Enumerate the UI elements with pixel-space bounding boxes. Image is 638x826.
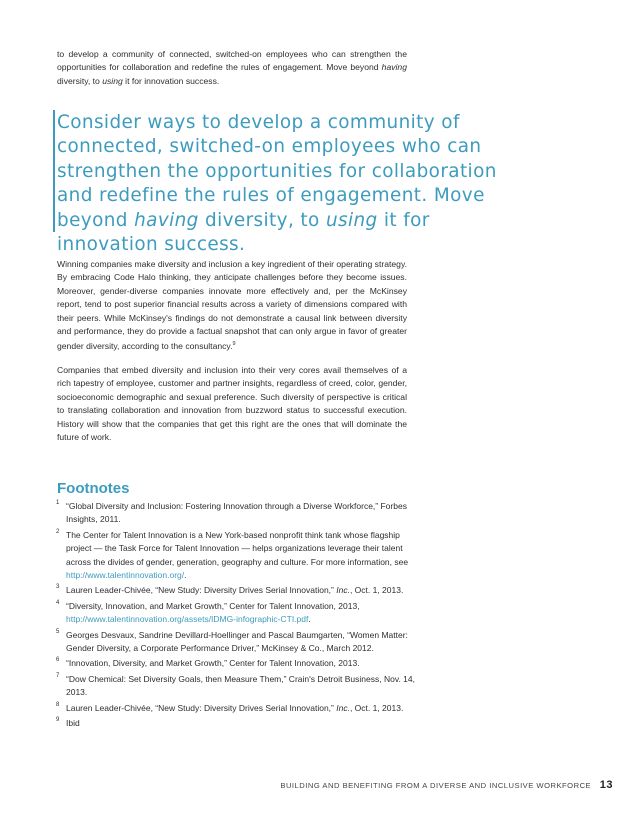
footnote-text-after: , Oct. 1, 2013. (349, 585, 404, 596)
footnote-item (57, 600, 417, 627)
pullquote-text-1: Consider ways to develop a community of connected, switched-on employees who can strengthen the opportunities for collaboration and redefine the rules of engagement. Move beyond (57, 112, 497, 231)
intro-text-2: diversity, to (57, 75, 103, 86)
footnote-text: “Innovation, Diversity, and Market Growth,” Center for Talent Innovation, 2013. (66, 658, 360, 669)
intro-emphasis-having: having (381, 62, 407, 73)
pullquote-text-3: it for innovation success. (57, 209, 430, 256)
page-footer (280, 779, 613, 791)
footnote-text: Georges Desvaux, Sandrine Devillard-Hoellinger and Pascal Baumgarten, “Women Matter: Gender Diversity, a Corporate Performance Driver,” McKinsey & Co., March 2012. (66, 629, 408, 654)
footnotes-list (57, 500, 417, 733)
pullquote-text-2: diversity, to (198, 209, 326, 231)
footnote-item (57, 673, 417, 700)
footnote-number: 5 (56, 628, 60, 635)
intro-paragraph (57, 48, 407, 88)
footnote-link[interactable]: http://www.talentinnovation.org/assets/IDMG-infographic-CTI.pdf (66, 614, 309, 625)
pullquote-emphasis-using: using (325, 209, 378, 231)
footnote-item (57, 529, 417, 583)
body-paragraph-2: Companies that embed diversity and inclusion into their very cores avail themselves of a rich tapestry of employee, customer and partner insights, regardless of creed, color, gender, socioeconomic demographic and sexual preference. Such diversity of perspective is critical to translating collaboration and innovation from buzzword status to successful execution. History will show that the companies that get this right are the ones that will dominate the future of work. (57, 365, 407, 443)
footnote-text: Lauren Leader-Chivée, “New Study: Diversity Drives Serial Innovation,” (66, 702, 337, 713)
footnote-text: “Dow Chemical: Set Diversity Goals, then Measure Them,” Crain's Detroit Business, Nov. 14, 2013. (66, 673, 415, 698)
footnote-item (57, 717, 417, 730)
footnote-number: 3 (56, 584, 60, 591)
footnote-number: 9 (56, 717, 60, 724)
footnote-text-after: . (184, 570, 187, 581)
footnote-text: “Global Diversity and Inclusion: Fostering Innovation through a Diverse Workforce,” Forbes Insights, 2011. (66, 501, 407, 525)
footnote-item (57, 657, 417, 670)
footnote-item (57, 629, 417, 656)
footnote-item (57, 500, 417, 527)
footnote-item (57, 702, 417, 715)
footnote-text-after: . (308, 614, 311, 625)
footnote-text: “Diversity, Innovation, and Market Growth,” Center for Talent Innovation, 2013, (66, 600, 360, 611)
body-paragraph-1-text: Winning companies make diversity and inclusion a key ingredient of their operating strategy. By embracing Code Halo thinking, they anticipate challenges before they become issues. Moreover, gender-diverse companies innovate more effectively and, per the McKinsey report, tend to post superior financial results across a variety of dimensions compared with their peers. While McKinsey's findings do not demonstrate a causal link between diversity and performance, they do provide a factual snapshot that can only argue in favor of greater gender diversity, according to the consultancy. (57, 259, 407, 352)
pullquote-rule (53, 110, 55, 232)
body-paragraph-1 (57, 258, 407, 354)
footnote-ref-9[interactable]: 9 (232, 341, 236, 348)
footnote-number: 7 (56, 672, 60, 679)
footnote-link[interactable]: http://www.talentinnovation.org/ (66, 570, 185, 581)
footnote-text: The Center for Talent Innovation is a New York-based nonprofit think tank whose flagship project — the Task Force for Talent Innovation — helps organizations leverage their talent across the divides of gender, generation, geography and culture. For more information, see (66, 529, 409, 567)
footnote-item (57, 584, 417, 597)
intro-text-1: to develop a community of connected, switched-on employees who can strengthen the opportunities for collaboration and redefine the rules of engagement. Move beyond (57, 49, 407, 73)
footnote-emphasis: Inc. (336, 585, 350, 596)
footnote-number: 1 (56, 500, 60, 506)
pullquote-emphasis-having: having (134, 209, 199, 231)
intro-text-3: it for innovation success. (122, 75, 220, 86)
footnote-number: 2 (56, 528, 60, 535)
footer-title: BUILDING AND BENEFITING FROM A DIVERSE AND INCLUSIVE WORKFORCE (280, 781, 592, 790)
footnote-text-after: , Oct. 1, 2013. (349, 702, 404, 713)
footnote-number: 6 (56, 657, 60, 664)
footnote-number: 8 (56, 701, 60, 708)
footnote-text: Lauren Leader-Chivée, “New Study: Diversity Drives Serial Innovation,” (66, 585, 337, 596)
footnote-number: 4 (56, 599, 60, 606)
footnote-emphasis: Inc. (336, 702, 350, 713)
footnotes-heading: Footnotes (57, 480, 130, 497)
pullquote (57, 111, 517, 257)
page-number: 13 (599, 779, 613, 791)
footnote-text: Ibid (66, 718, 80, 729)
intro-emphasis-using: using (102, 75, 123, 86)
